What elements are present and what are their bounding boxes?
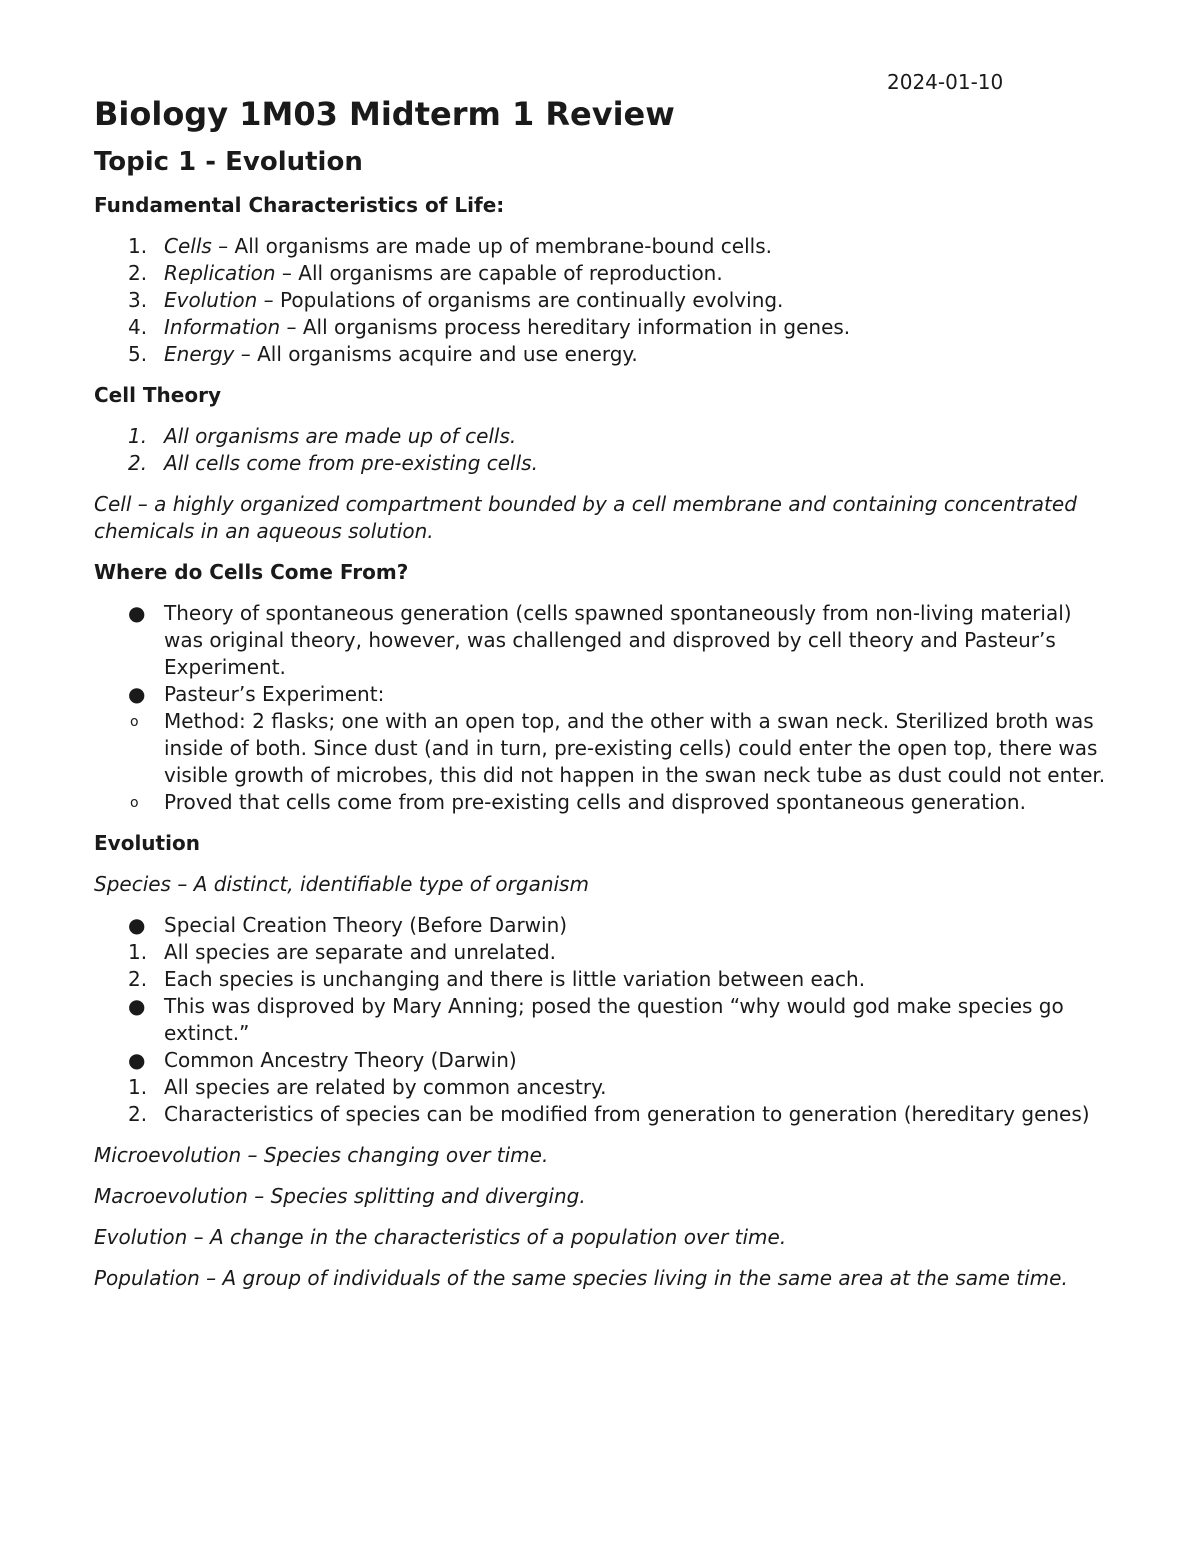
bullet-icon: ●	[128, 994, 146, 1018]
evolution-definition: Evolution – A change in the characteristics of a population over time.	[94, 1225, 787, 1249]
microevolution-definition: Microevolution – Species changing over time.	[94, 1143, 549, 1167]
list-item: ● Theory of spontaneous generation (cells spawned spontaneously from non-living material) was original theory, however, was challenged and disproved by cell theory and Pasteur’s Experiment.	[128, 601, 1072, 679]
circle-bullet-icon: o	[130, 795, 139, 811]
cell-definition: Cell – a highly organized compartment bounded by a cell membrane and containing concentrated chemicals in an aqueous solution.	[94, 492, 1077, 543]
special-creation-sublist	[94, 939, 1114, 993]
list-item: 4. Information – All organisms process hereditary information in genes.	[128, 315, 851, 339]
pasteur-sublist	[94, 708, 1114, 816]
where-cells-heading: Where do Cells Come From?	[94, 560, 409, 584]
list-item: 2. All cells come from pre-existing cells.	[128, 451, 538, 475]
list-item: ● Special Creation Theory (Before Darwin) 1. All species are separate and unrelated. 2. Each species is unchanging and there is little variation between each.	[94, 912, 1114, 993]
evolution-heading: Evolution	[94, 831, 200, 855]
species-definition: Species – A distinct, identifiable type of organism	[94, 872, 589, 896]
population-definition: Population – A group of individuals of the same species living in the same area at the same time.	[94, 1266, 1068, 1290]
document-title: Biology 1M03 Midterm 1 Review	[94, 95, 675, 133]
document-body	[94, 94, 1114, 1292]
fundamentals-list	[94, 233, 1114, 368]
list-item: ● Common Ancestry Theory (Darwin) 1. All species are related by common ancestry. 2. Characteristics of species can be modified from generation to generation (hereditary genes)	[94, 1047, 1114, 1128]
common-ancestry-sublist	[94, 1074, 1114, 1128]
cell-theory-list	[94, 423, 1114, 477]
cell-theory-heading: Cell Theory	[94, 383, 222, 407]
list-item: 3. Evolution – Populations of organisms are continually evolving.	[128, 288, 784, 312]
list-item: 2. Replication – All organisms are capable of reproduction.	[128, 261, 723, 285]
list-item: 1. Cells – All organisms are made up of membrane-bound cells.	[128, 234, 772, 258]
list-item: 2. Each species is unchanging and there is little variation between each.	[128, 967, 866, 991]
list-item: o Proved that cells come from pre-existing cells and disproved spontaneous generation.	[94, 789, 1114, 816]
document-date: 2024-01-10	[887, 70, 1004, 94]
list-item: 5. Energy – All organisms acquire and use energy.	[128, 342, 638, 366]
where-cells-list	[94, 600, 1114, 816]
bullet-icon: ●	[128, 1048, 146, 1072]
topic-heading: Topic 1 - Evolution	[94, 147, 363, 177]
list-item: 1. All species are separate and unrelated.	[128, 940, 557, 964]
list-item: ● This was disproved by Mary Anning; posed the question “why would god make species go extinct.”	[128, 994, 1064, 1045]
fundamentals-heading: Fundamental Characteristics of Life:	[94, 193, 505, 217]
circle-bullet-icon: o	[130, 714, 139, 730]
list-item: o Method: 2 flasks; one with an open top, and the other with a swan neck. Sterilized broth was inside of both. Since dust (and in turn, pre-existing cells) could enter the open top, there was visible growth of microbes, this did not happen in the swan neck tube as dust could not enter.	[130, 709, 1106, 787]
list-item: 1. All species are related by common ancestry.	[128, 1075, 607, 1099]
macroevolution-definition: Macroevolution – Species splitting and diverging.	[94, 1184, 586, 1208]
list-item: 1. All organisms are made up of cells.	[128, 424, 517, 448]
list-item: 2. Characteristics of species can be modified from generation to generation (hereditary genes)	[128, 1102, 1090, 1126]
evolution-list	[94, 912, 1114, 1128]
list-item: ● Pasteur’s Experiment: o Method: 2 flasks; one with an open top, and the other with a swan neck. Sterilized broth was inside of both. Since dust (and in turn, pre-existing cells) could enter the open top, there was visible growth of microbes, this did not happen in the swan neck tube as dust could not enter. o Proved that cells come from pre-existing cells and disproved spontaneous generation.	[94, 681, 1114, 816]
bullet-icon: ●	[128, 601, 146, 625]
bullet-icon: ●	[128, 913, 146, 937]
bullet-icon: ●	[128, 682, 146, 706]
